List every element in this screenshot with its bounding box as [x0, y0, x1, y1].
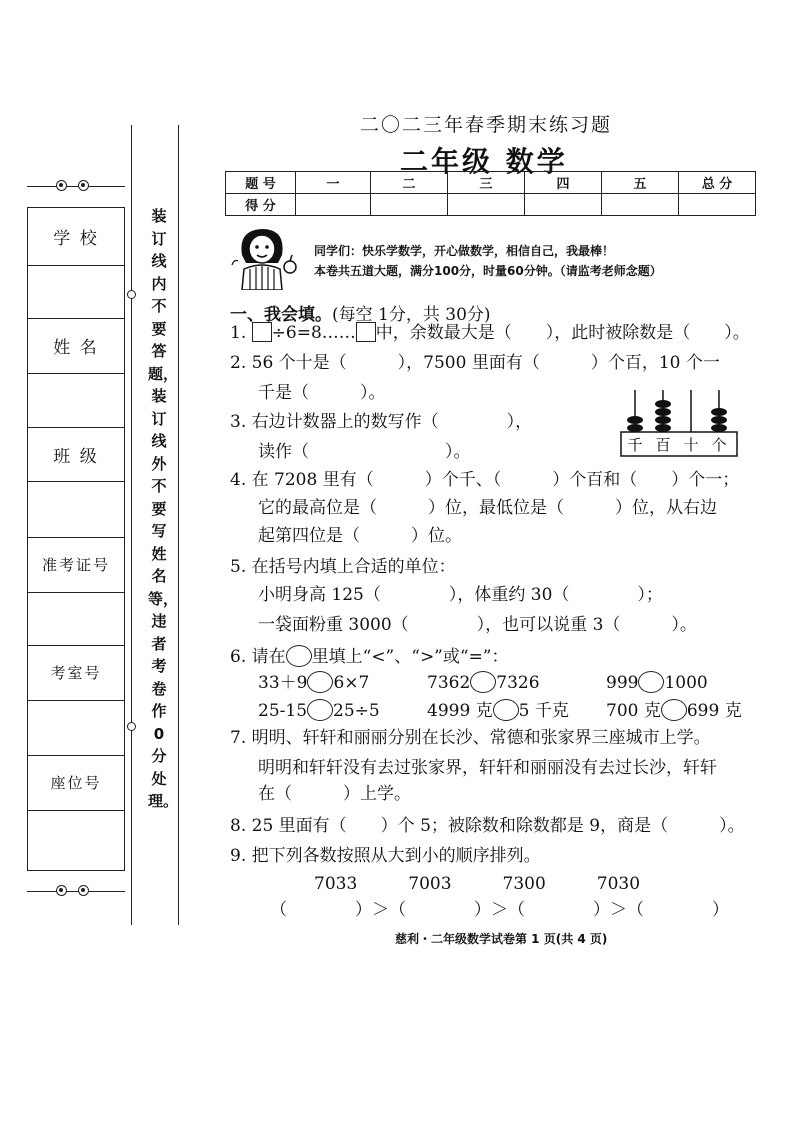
exam-room-label: 考室号	[50, 664, 102, 682]
score-table-cell: 五	[602, 172, 679, 194]
answer-square[interactable]	[252, 322, 272, 342]
score-input-4[interactable]	[525, 194, 602, 216]
question-text: 中，余数最大是（ ），此时被除数是（ ）。	[375, 323, 750, 343]
question-3-line-2: 读作（ ）。	[258, 442, 471, 462]
binding-bottom-line	[27, 870, 125, 871]
answer-square[interactable]	[356, 322, 376, 342]
score-table-header-row	[226, 172, 756, 194]
compare-circle[interactable]	[470, 671, 496, 693]
ring-icon	[78, 885, 89, 896]
compare-item	[258, 699, 380, 722]
question-6-line-1	[230, 645, 509, 668]
question-5-line-2: 小明身高 125（ ），体重约 30（ ）；	[258, 585, 663, 605]
question-2-line-1: 2. 56 个十是（ ），7500 里面有（ ）个百，10 个一	[230, 353, 720, 373]
compare-item	[258, 671, 369, 694]
score-table-cell: 总 分	[679, 172, 756, 194]
score-table-cell: 二	[371, 172, 448, 194]
ring-icon	[78, 180, 89, 191]
question-4-line-1: 4. 在 7208 里有（ ）个千、（ ）个百和（ ）个一；	[230, 470, 740, 490]
compare-left: 25-15	[258, 701, 308, 721]
school-label: 学 校	[53, 228, 99, 249]
abacus-label: 十	[683, 436, 699, 454]
compare-right: 5 千克	[518, 701, 569, 721]
notice-line-2: 本卷共五道大题，满分100分，时量60分钟。（请监考老师念题）	[314, 264, 662, 278]
question-text: ÷6=8……	[271, 323, 356, 343]
class-label: 班 级	[53, 446, 99, 467]
score-table-cell: 得 分	[226, 194, 296, 216]
class-field[interactable]	[27, 481, 125, 537]
compare-circle[interactable]	[661, 699, 687, 721]
ring-icon	[56, 885, 67, 896]
binding-hole-icon	[127, 290, 136, 299]
question-1	[230, 322, 750, 344]
section-score-note: (每空 1分，共 30分)	[332, 305, 491, 325]
score-input-3[interactable]	[448, 194, 525, 216]
score-input-5[interactable]	[602, 194, 679, 216]
binding-cut-line	[131, 125, 132, 925]
compare-right: 6×7	[333, 673, 370, 693]
name-field[interactable]	[27, 373, 125, 427]
compare-left: 999	[606, 673, 639, 693]
compare-item	[427, 671, 540, 694]
page-footer: 慈利・二年级数学试卷第 1 页(共 4 页)	[395, 932, 608, 946]
score-table-cell: 四	[525, 172, 602, 194]
compare-circle-icon	[286, 645, 312, 667]
abacus-label: 个	[711, 436, 727, 454]
score-input-1[interactable]	[296, 194, 371, 216]
question-5-line-1: 5. 在括号内填上合适的单位：	[230, 557, 456, 577]
question-7-line-3: 在（ ）上学。	[258, 784, 411, 804]
compare-left: 7362	[427, 673, 471, 693]
binding-warning-text: 装订线内不要答题，装订线外不要写姓名等，违者考卷作0分处理。	[148, 207, 179, 810]
score-table-score-row	[226, 194, 756, 216]
score-input-total[interactable]	[679, 194, 756, 216]
abacus-label: 千	[627, 436, 643, 454]
exam-title: 二〇二三年春季期末练习题	[360, 114, 613, 136]
compare-right: 1000	[664, 673, 708, 693]
question-9: 9. 把下列各数按照从大到小的顺序排列。	[230, 846, 541, 866]
exam-id-field[interactable]	[27, 592, 125, 645]
score-table-cell: 三	[448, 172, 525, 194]
score-table-cell: 题 号	[226, 172, 296, 194]
question-3-line-1: 3. 右边计数器上的数写作（ ），	[230, 412, 533, 432]
question-number: 1.	[230, 323, 247, 343]
teacher-cartoon-icon	[228, 225, 303, 290]
ring-line-top	[27, 186, 125, 187]
compare-item	[606, 671, 708, 694]
question-5-line-3: 一袋面粉重 3000（ ），也可以说重 3（ ）。	[258, 615, 697, 635]
exam-id-label: 准考证号	[41, 556, 110, 574]
question-4-line-3: 起第四位是（ ）位。	[258, 526, 462, 546]
notice-line-1: 同学们：快乐学数学，开心做数学，相信自己，我最棒！	[314, 244, 615, 258]
compare-item	[427, 699, 569, 722]
question-8: 8. 25 里面有（ ）个 5；被除数和除数都是 9，商是（ ）。	[230, 816, 745, 836]
question-7-line-2: 明明和轩轩没有去过张家界，轩轩和丽丽没有去过长沙，轩轩	[258, 758, 717, 778]
compare-right: 699 克	[686, 701, 742, 721]
compare-left: 4999 克	[427, 701, 493, 721]
ring-icon	[56, 180, 67, 191]
compare-left: 33＋9	[258, 673, 308, 693]
seat-label: 座位号	[50, 774, 102, 792]
question-text: 里填上“<”、“>”或“=”：	[311, 647, 509, 667]
binding-cut-line	[178, 125, 179, 925]
section-title: 一、我会填。	[230, 305, 332, 325]
compare-circle[interactable]	[493, 699, 519, 721]
abacus-icon	[620, 388, 738, 458]
seat-field[interactable]	[27, 810, 125, 870]
compare-circle[interactable]	[307, 699, 333, 721]
abacus-label: 百	[655, 436, 671, 454]
compare-circle[interactable]	[638, 671, 664, 693]
school-field[interactable]	[27, 265, 125, 318]
question-9-order-blanks[interactable]: （ ）＞（ ）＞（ ）＞（ ）	[270, 900, 729, 920]
question-4-line-2: 它的最高位是（ ）位，最低位是（ ）位，从右边	[258, 498, 717, 518]
ring-line-bottom	[27, 891, 125, 892]
compare-right: 25÷5	[333, 701, 380, 721]
name-label: 姓 名	[53, 338, 99, 358]
question-text: 6. 请在	[230, 647, 286, 667]
question-2-line-2: 千是（ ）。	[258, 383, 386, 403]
question-9-numbers: 7033 7003 7300 7030	[314, 874, 641, 894]
exam-subtitle: 二年级 数学	[400, 145, 568, 178]
question-7-line-1: 7. 明明、轩轩和丽丽分别在长沙、常德和张家界三座城市上学。	[230, 728, 711, 748]
score-input-2[interactable]	[371, 194, 448, 216]
compare-circle[interactable]	[307, 671, 333, 693]
compare-item	[606, 699, 742, 722]
binding-hole-icon	[127, 722, 136, 731]
score-table	[225, 171, 756, 216]
exam-room-field[interactable]	[27, 700, 125, 755]
compare-right: 7326	[496, 673, 540, 693]
score-table-cell: 一	[296, 172, 371, 194]
compare-left: 700 克	[606, 701, 661, 721]
